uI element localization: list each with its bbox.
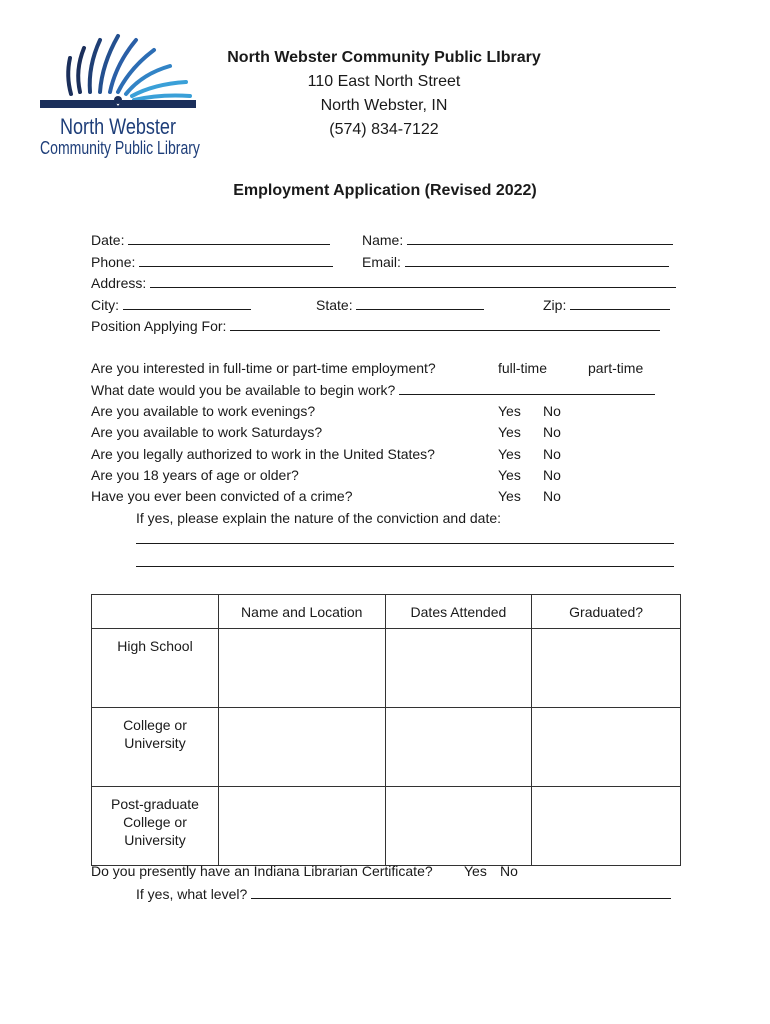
- evenings-yes-option[interactable]: Yes: [498, 403, 521, 419]
- phone-input-line[interactable]: [139, 253, 333, 267]
- row-label-high-school: High School: [92, 629, 219, 708]
- name-location-cell[interactable]: [218, 787, 385, 866]
- row-label-post-graduate: Post-graduate College or University: [92, 787, 219, 866]
- evenings-no-option[interactable]: No: [543, 403, 561, 419]
- table-row: [92, 708, 681, 787]
- name-input-line[interactable]: [407, 231, 673, 245]
- part-time-option[interactable]: part-time: [588, 360, 644, 376]
- crime-explain-prompt: If yes, please explain the nature of the conviction and date:: [136, 510, 502, 526]
- city-input-line[interactable]: [123, 296, 251, 310]
- dates-attended-cell[interactable]: [385, 787, 532, 866]
- email-field: [362, 253, 669, 270]
- name-location-cell[interactable]: [218, 708, 385, 787]
- certificate-level-label: If yes, what level?: [136, 886, 248, 902]
- library-phone: (574) 834-7122: [329, 121, 439, 138]
- library-logo: [38, 30, 200, 160]
- start-date-question: What date would you be available to begin work?: [91, 382, 396, 398]
- position-input-line[interactable]: [230, 317, 660, 331]
- saturdays-no-option[interactable]: No: [543, 424, 561, 440]
- start-date-input-line[interactable]: [399, 381, 655, 395]
- crime-explain-line-2[interactable]: [136, 553, 674, 567]
- crime-no-option[interactable]: No: [543, 488, 561, 504]
- state-field: [316, 296, 484, 313]
- zip-label: Zip:: [543, 297, 567, 313]
- evenings-question: Are you available to work evenings?: [91, 403, 316, 419]
- certificate-yes-option[interactable]: Yes: [464, 863, 487, 879]
- table-row: [92, 787, 681, 866]
- dates-attended-cell[interactable]: [385, 708, 532, 787]
- authorized-question: Are you legally authorized to work in the United States?: [91, 446, 435, 462]
- saturdays-question: Are you available to work Saturdays?: [91, 424, 323, 440]
- name-location-cell[interactable]: [218, 629, 385, 708]
- table-row: [92, 629, 681, 708]
- book-rays-icon: [38, 30, 200, 112]
- table-header-cell: [92, 595, 219, 629]
- position-label: Position Applying For:: [91, 318, 227, 334]
- address-field: [91, 274, 676, 291]
- address-label: Address:: [91, 275, 147, 291]
- date-input-line[interactable]: [128, 231, 330, 245]
- form-title: Employment Application (Revised 2022): [233, 182, 537, 199]
- certificate-level-input-line[interactable]: [251, 885, 671, 899]
- authorized-yes-option[interactable]: Yes: [498, 446, 521, 462]
- zip-field: [543, 296, 670, 313]
- crime-question: Have you ever been convicted of a crime?: [91, 488, 353, 504]
- logo-line-1: North Webster: [60, 114, 176, 139]
- phone-field: [91, 253, 333, 270]
- certificate-no-option[interactable]: No: [500, 863, 518, 879]
- city-field: [91, 296, 251, 313]
- position-field: [91, 317, 660, 334]
- phone-label: Phone:: [91, 254, 136, 270]
- library-city: North Webster, IN: [320, 97, 448, 114]
- certificate-question: Do you presently have an Indiana Librarian Certificate?: [91, 863, 433, 879]
- email-input-line[interactable]: [405, 253, 669, 267]
- table-header-row: [92, 595, 681, 629]
- name-label: Name:: [362, 232, 404, 248]
- date-label: Date:: [91, 232, 125, 248]
- graduated-cell[interactable]: [532, 787, 681, 866]
- library-name: North Webster Community Public LIbrary: [227, 49, 541, 66]
- library-street: 110 East North Street: [307, 73, 461, 90]
- state-input-line[interactable]: [356, 296, 484, 310]
- saturdays-yes-option[interactable]: Yes: [498, 424, 521, 440]
- graduated-cell[interactable]: [532, 629, 681, 708]
- email-label: Email:: [362, 254, 401, 270]
- age-yes-option[interactable]: Yes: [498, 467, 521, 483]
- certificate-level-field: [136, 885, 671, 902]
- row-label-college: College or University: [92, 708, 219, 787]
- logo-line-2: Community Public Library: [40, 138, 200, 158]
- dates-attended-cell[interactable]: [385, 629, 532, 708]
- authorized-no-option[interactable]: No: [543, 446, 561, 462]
- full-time-option[interactable]: full-time: [498, 360, 548, 376]
- name-field: [362, 231, 673, 248]
- crime-yes-option[interactable]: Yes: [498, 488, 521, 504]
- education-table: [91, 594, 681, 866]
- start-date-field: [91, 381, 655, 398]
- date-field: [91, 231, 330, 248]
- age-no-option[interactable]: No: [543, 467, 561, 483]
- graduated-cell[interactable]: [532, 708, 681, 787]
- age-question: Are you 18 years of age or older?: [91, 467, 299, 483]
- table-header-cell: Graduated?: [532, 595, 681, 629]
- city-label: City:: [91, 297, 119, 313]
- crime-explain-line-1[interactable]: [136, 530, 674, 544]
- table-header-cell: Name and Location: [218, 595, 385, 629]
- employment-type-question: Are you interested in full-time or part-time employment?: [91, 360, 436, 376]
- state-label: State:: [316, 297, 353, 313]
- zip-input-line[interactable]: [570, 296, 670, 310]
- table-header-cell: Dates Attended: [385, 595, 532, 629]
- address-input-line[interactable]: [150, 274, 676, 288]
